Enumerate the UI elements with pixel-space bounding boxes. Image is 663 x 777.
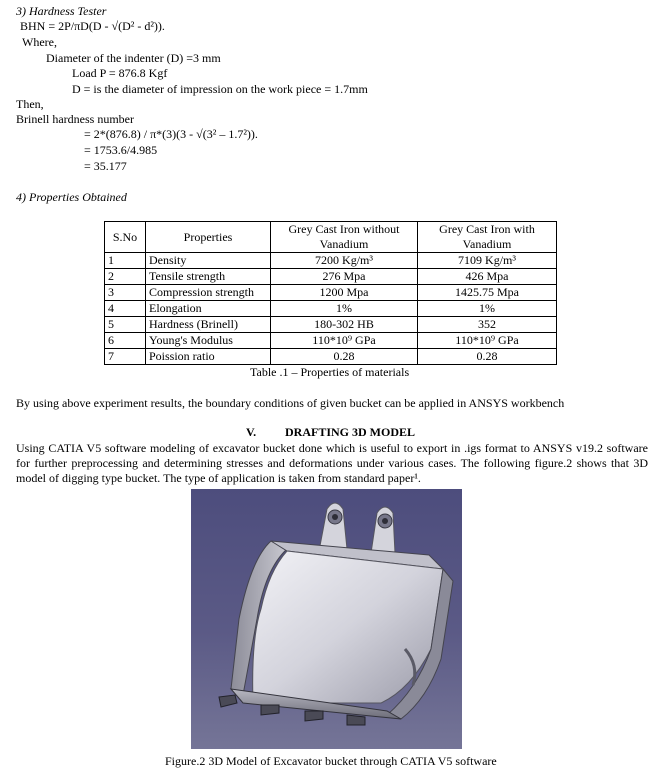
header-sno: S.No [105,222,146,253]
table-row [105,333,557,349]
table-row [105,285,557,301]
figure-caption: Figure.2 3D Model of Excavator bucket through CATIA V5 software [165,754,497,768]
then-label: Then, [16,97,44,111]
bucket-3d-model-image [191,489,462,749]
calc-step-3: = 35.177 [84,159,127,173]
row-sno: 2 [105,269,146,285]
row-with-value: 1% [418,301,557,317]
table-row [105,301,557,317]
header-without-vanadium: Grey Cast Iron without Vanadium [271,222,418,253]
row-with-value: 426 Mpa [418,269,557,285]
row-with-value: 110*10⁹ GPa [418,333,557,349]
row-with-value: 1425.75 Mpa [418,285,557,301]
row-without-value: 110*10⁹ GPa [271,333,418,349]
properties-heading: 4) Properties Obtained [16,190,127,204]
where-label: Where, [22,35,57,49]
header-with-vanadium: Grey Cast Iron with Vanadium [418,222,557,253]
mounting-lugs [319,503,395,553]
row-with-value: 7109 Kg/m³ [418,253,557,269]
row-sno: 5 [105,317,146,333]
table-row [105,317,557,333]
row-without-value: 7200 Kg/m³ [271,253,418,269]
row-with-value: 0.28 [418,349,557,365]
drafting-paragraph: Using CATIA V5 software modeling of excavator bucket done which is useful to export in .igs format to ANSYS v19.2 software for further preprocessing and determining stresses and deformations under various cases. The following figure.2 shows that 3D model of digging type bucket. The type of application is taken from standard paper¹. [16,441,648,485]
row-property: Poission ratio [146,349,271,365]
row-property: Tensile strength [146,269,271,285]
row-sno: 3 [105,285,146,301]
properties-table [104,221,557,365]
table-row [105,253,557,269]
row-without-value: 180-302 HB [271,317,418,333]
row-property: Hardness (Brinell) [146,317,271,333]
boundary-conditions-text: By using above experiment results, the boundary conditions of given bucket can be applied in ANSYS workbench [16,396,565,410]
row-without-value: 1200 Mpa [271,285,418,301]
impression-diameter: D = is the diameter of impression on the work piece = 1.7mm [72,82,368,96]
section-title: DRAFTING 3D MODEL [285,425,416,439]
calc-step-2: = 1753.6/4.985 [84,143,158,157]
row-property: Density [146,253,271,269]
bhn-formula: BHN = 2P/πD(D - √(D² - d²)). [20,19,165,33]
row-with-value: 352 [418,317,557,333]
calc-step-1: = 2*(876.8) / π*(3)(3 - √(3² – 1.7²)). [84,127,258,141]
row-without-value: 0.28 [271,349,418,365]
load-value: Load P = 876.8 Kgf [72,66,168,80]
brinell-label: Brinell hardness number [16,112,134,126]
table-row [105,349,557,365]
row-property: Elongation [146,301,271,317]
row-property: Compression strength [146,285,271,301]
table-header-row [105,222,557,253]
hardness-tester-heading: 3) Hardness Tester [16,4,107,18]
row-without-value: 276 Mpa [271,269,418,285]
header-properties: Properties [146,222,271,253]
section-number: V. [246,425,257,439]
excavator-bucket-illustration [191,489,462,749]
indenter-diameter: Diameter of the indenter (D) =3 mm [46,51,221,65]
row-sno: 7 [105,349,146,365]
row-sno: 4 [105,301,146,317]
table-caption: Table .1 – Properties of materials [250,365,410,379]
row-without-value: 1% [271,301,418,317]
row-property: Young's Modulus [146,333,271,349]
row-sno: 1 [105,253,146,269]
row-sno: 6 [105,333,146,349]
table-row [105,269,557,285]
